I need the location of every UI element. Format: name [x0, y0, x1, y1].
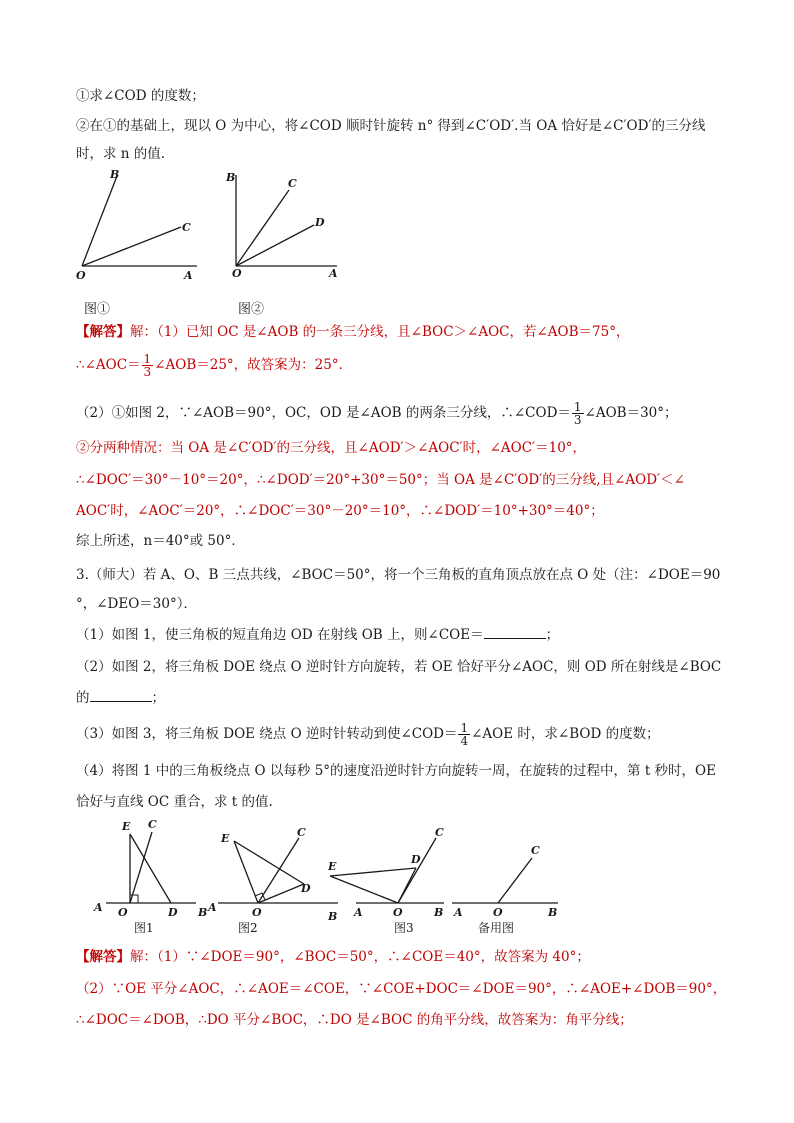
- q3f1-label-c: C: [148, 818, 157, 831]
- q3f2-caption: 图2: [238, 921, 258, 935]
- q3-figure-backup: [452, 844, 558, 935]
- answer3-line-2: （2）∵OE 平分∠AOC，∴∠AOE＝∠COE，∵∠COE+DOC＝∠DOE＝90°，∴∠AOE+∠DOB＝90°，: [76, 981, 727, 997]
- figure-1-caption: 图①: [84, 302, 111, 317]
- fig2-label-o: O: [232, 267, 242, 280]
- q3f4-label-c: C: [531, 844, 540, 857]
- q3-line-7: （4）将图 1 中的三角板绕点 O 以每秒 5°的速度沿逆时针方向旋转一周，在旋转的过程中，第 t 秒时，OE: [76, 763, 716, 779]
- fig1-label-a: A: [184, 269, 193, 282]
- q3f2-label-a: A: [208, 901, 217, 914]
- q3f3-label-a: A: [354, 906, 363, 919]
- q3f3-label-b: B: [434, 906, 444, 919]
- q3f1-label-o: O: [118, 906, 128, 919]
- q3f4-caption: 备用图: [478, 921, 515, 935]
- answer3-line-3: ∴∠DOC＝∠DOB，∴DO 平分∠BOC，∴DO 是∠BOC 的角平分线，故答案为：角平分线；: [76, 1012, 633, 1028]
- answer3-line-1: 【解答】解：（1）∵∠DOE＝90°，∠BOC＝50°，∴∠COE＝40°，故答案为 40°；: [76, 949, 590, 965]
- fig2-label-a: A: [329, 267, 338, 280]
- q3f4-label-b: B: [548, 906, 558, 919]
- fig2-label-d: D: [315, 216, 325, 229]
- q3f3-label-o: O: [393, 906, 403, 919]
- q3f1-caption: 图1: [134, 921, 154, 935]
- q3-line-8: 恰好与直线 OC 重合，求 t 的值.: [76, 794, 273, 810]
- q3f2-label-e: E: [221, 832, 230, 845]
- answer2-line-4: ②分两种情况：当 OA 是∠C′OD′的三分线，且∠AOD′＞∠AOC′时，∠AOC′＝10°，: [76, 440, 587, 456]
- q3-line-2: °，∠DEO＝30°）．: [76, 596, 197, 612]
- fig1-label-c: C: [182, 221, 191, 234]
- fig1-label-o: O: [76, 269, 86, 282]
- q3f2-label-b: B: [328, 910, 338, 923]
- figure-2-diagram: [222, 165, 352, 290]
- fig1-label-b: B: [110, 168, 120, 181]
- answer2-line-1: 【解答】解：（1）已知 OC 是∠AOB 的一条三分线，且∠BOC＞∠AOC，若∠AOB＝75°，: [76, 324, 630, 340]
- fig2-label-c: C: [288, 177, 297, 190]
- answer2-line-7: 综上所述，n＝40°或 50°．: [76, 533, 245, 549]
- q3f2-label-o: O: [252, 906, 262, 919]
- answer2-line-5: ∴∠DOC′＝30°－10°＝20°，∴∠DOD′＝20°+30°＝50°；当 OA 是∠C′OD′的三分线,且∠AOD′＜∠: [76, 472, 685, 488]
- q3-line-5: 的 ；: [76, 690, 165, 706]
- q3-line-3: （1）如图 1，使三角板的短直角边 OD 在射线 OB 上，则∠COE＝ ；: [76, 627, 560, 643]
- q3f3-caption: 图3: [394, 921, 414, 935]
- answer2-line-3: （2）①如图 2，∵∠AOB＝90°，OC，OD 是∠AOB 的两条三分线，∴∠COD＝ $\frac{1}{3}$ ∠AOB＝30°；: [76, 400, 678, 427]
- q2-line-3: 时，求 n 的值.: [76, 146, 166, 162]
- q3f2-label-c: C: [297, 826, 306, 839]
- figure-2-caption: 图②: [238, 302, 265, 317]
- q3f4-label-a: A: [454, 906, 463, 919]
- answer2-line-2: ∴∠AOC＝ $\frac{1}{3}$ ∠AOB＝25°，故答案为：25°．: [76, 352, 353, 379]
- q3-line-4: （2）如图 2，将三角板 DOE 绕点 O 逆时针方向旋转，若 OE 恰好平分∠AOC，则 OD 所在射线是∠BOC: [76, 659, 722, 675]
- figure-1-diagram: [70, 165, 210, 290]
- q3-figures: [88, 812, 568, 937]
- q3-line-1: 3.（师大）若 A、O、B 三点共线，∠BOC＝50°，将一个三角板的直角顶点放在点 O 处（注：∠DOE＝90: [76, 567, 721, 583]
- q3f3-label-c: C: [435, 826, 444, 839]
- q2-line-1: ①求∠COD 的度数；: [76, 88, 205, 104]
- answer-blank-2: [90, 701, 152, 702]
- q3-figure-2: [207, 826, 338, 935]
- q3f4-label-o: O: [493, 906, 503, 919]
- q3f1-label-a: A: [94, 901, 103, 914]
- answer-tag: 【解答】: [76, 324, 130, 340]
- fig2-label-b: B: [226, 171, 236, 184]
- q2-line-2: ②在①的基础上，现以 O 为中心，将∠COD 顺时针旋转 n° 得到∠C′OD′.当 OA 恰好是∠C′OD′的三分线: [76, 118, 706, 134]
- q3f1-label-b: B: [198, 906, 208, 919]
- answer-blank-1: [484, 638, 546, 639]
- answer2-line-6: AOC′时，∠AOC′＝20°，∴∠DOC′＝30°－20°＝10°，∴∠DOD′＝10°+30°＝40°；: [76, 503, 604, 519]
- q3-figure-3: [327, 826, 444, 935]
- q3-line-6: （3）如图 3，将三角板 DOE 绕点 O 逆时针转动到使∠COD＝ $\frac{1}{4}$ ∠AOE 时，求∠BOD 的度数；: [76, 721, 660, 748]
- q3f1-label-d: D: [168, 906, 178, 919]
- q3f3-label-d: D: [411, 853, 421, 866]
- q3f1-label-e: E: [122, 820, 131, 833]
- answer-tag: 【解答】: [76, 949, 130, 965]
- q3-figure-1: [93, 818, 207, 935]
- q3f2-label-d: D: [301, 882, 311, 895]
- q3f3-label-e: E: [328, 860, 337, 873]
